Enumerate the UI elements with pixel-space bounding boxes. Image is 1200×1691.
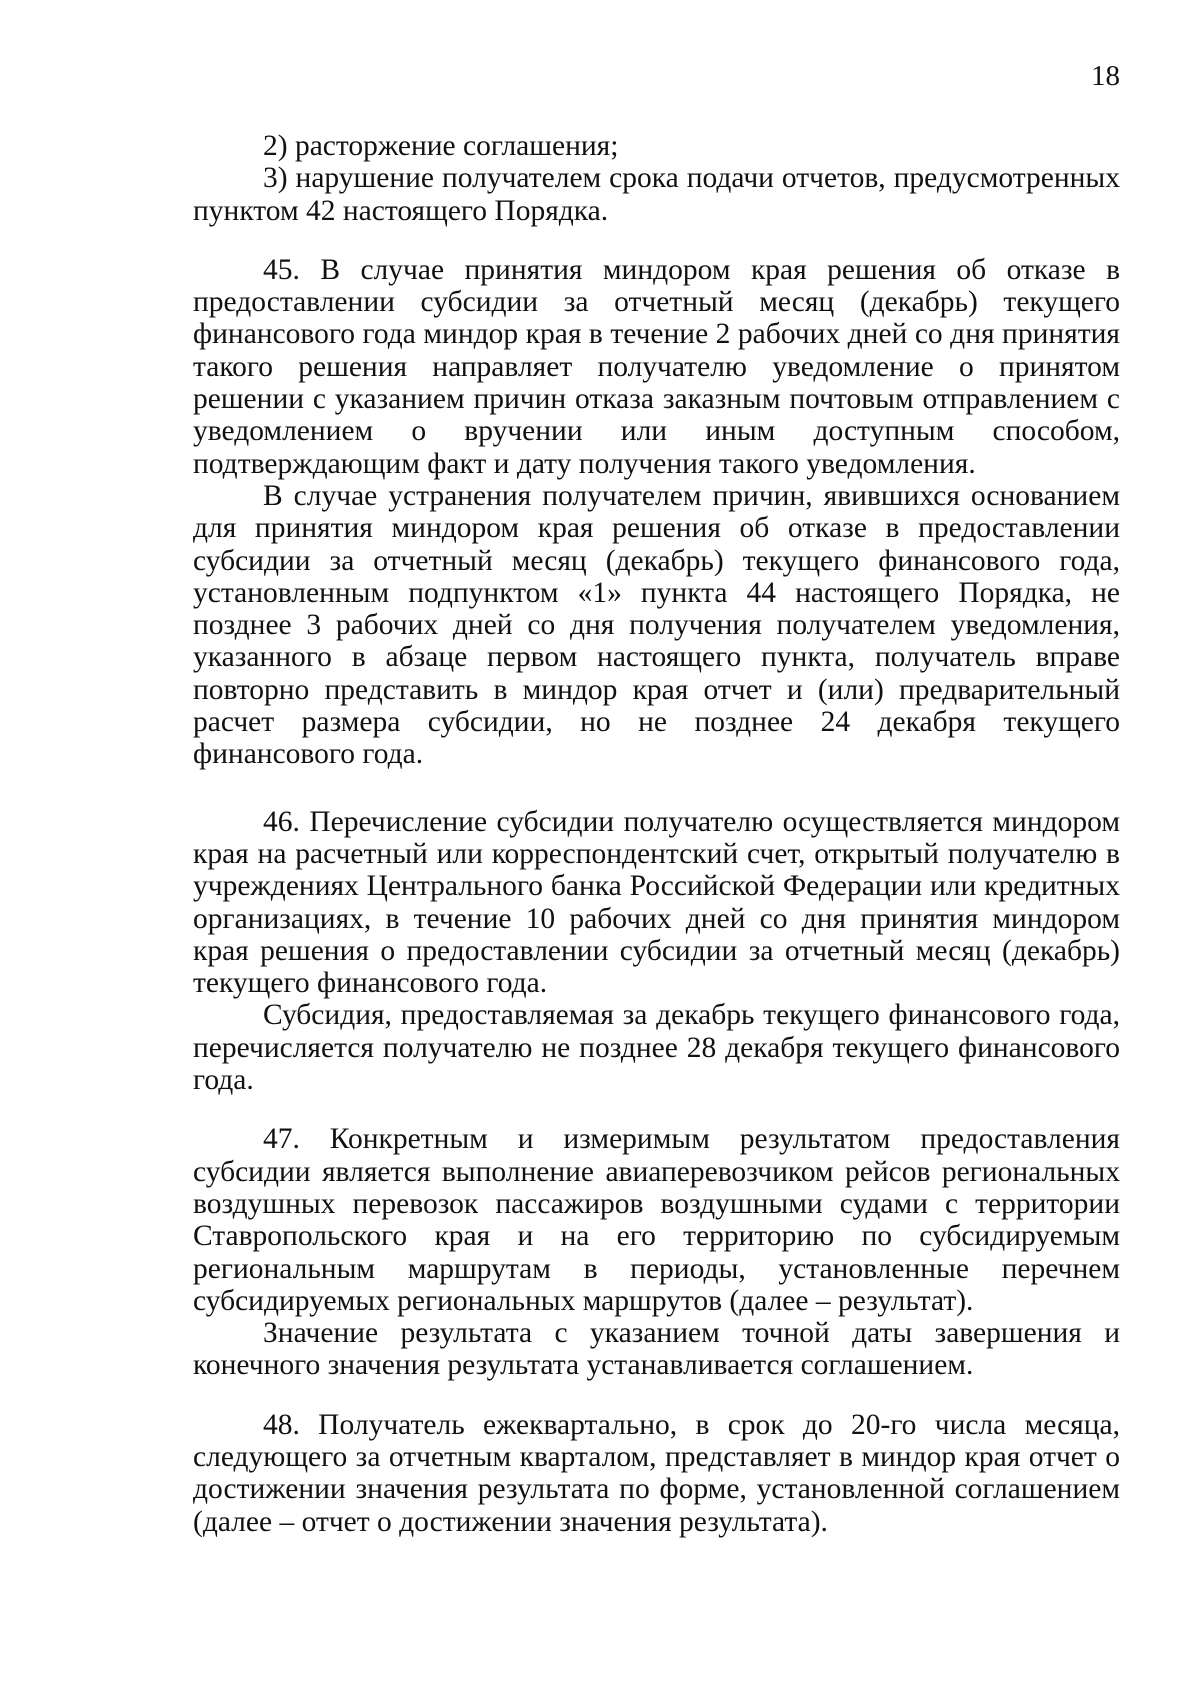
- paragraph-47-second: Значение результата с указанием точной даты завершения и конечного значения результата устанавливается соглашением.: [193, 1317, 1120, 1382]
- paragraph-item-2: 2) расторжение соглашения;: [263, 130, 619, 162]
- paragraph-48: 48. Получатель ежеквартально, в срок до 20-го числа месяца, следующего за отчетным кварталом, представляет в миндор края отчет о достижении значения результата по форме, установленной соглашением (далее – отчет о достижении значения результата).: [193, 1408, 1120, 1538]
- paragraph-46-second: Субсидия, предоставляемая за декабрь текущего финансового года, перечисляется получателю не позднее 28 декабря текущего финансового года.: [193, 999, 1120, 1097]
- paragraph-45-second: В случае устранения получателем причин, явившихся основанием для принятия миндором края решения об отказе в предоставлении субсидии за отчетный месяц (декабрь) текущего финансового года, установленным подпунктом «1» пункта 44 настоящего Порядка, не позднее 3 рабочих дней со дня получения получателем уведомления, указанного в абзаце первом настоящего пункта, получатель вправе повторно представить в миндор края отчет и (или) предварительный расчет размера субсидии, но не позднее 24 декабря текущего финансового года.: [193, 479, 1120, 771]
- document-body: [193, 130, 1120, 1538]
- paragraph-47: 47. Конкретным и измеримым результатом предоставления субсидии является выполнение авиаперевозчиком рейсов региональных воздушных перевозок пассажиров воздушными судами с территории Ставропольского края и на его территорию по субсидируемым региональным маршрутам в периоды, установленные перечнем субсидируемых региональных маршрутов (далее – результат).: [193, 1123, 1120, 1317]
- paragraph-item-3: 3) нарушение получателем срока подачи отчетов, предусмотренных пунктом 42 настоящего Порядка.: [193, 162, 1120, 227]
- paragraph-45: 45. В случае принятия миндором края решения об отказе в предоставлении субсидии за отчетный месяц (декабрь) текущего финансового года миндор края в течение 2 рабочих дней со дня принятия такого решения направляет получателю уведомление о принятом решении с указанием причин отказа заказным почтовым отправлением с уведомлением о вручении или иным доступным способом, подтверждающим факт и дату получения такого уведомления.: [193, 253, 1120, 480]
- page-number: 18: [1091, 60, 1120, 92]
- paragraph-46: 46. Перечисление субсидии получателю осуществляется миндором края на расчетный или корреспондентский счет, открытый получателю в учреждениях Центрального банка Российской Федерации или кредитных организациях, в течение 10 рабочих дней со дня принятия миндором края решения о предоставлении субсидии за отчетный месяц (декабрь) текущего финансового года.: [193, 805, 1120, 1000]
